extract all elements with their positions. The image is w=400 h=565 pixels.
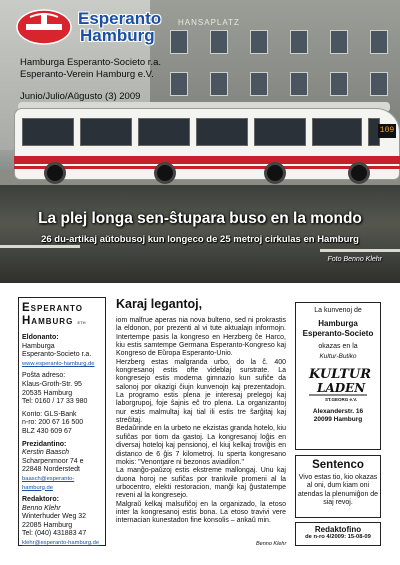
venue-street: Alexanderstr. 16 [312,408,364,415]
president-label: Prezidantino: [22,440,67,448]
bank-label: Konto: GLS-Bank [22,410,77,418]
meetings-where: okazas en la [318,343,358,350]
bus-window [254,118,306,146]
meetings-organization [296,319,380,339]
bus-window [22,118,74,146]
postal-address-label: Poŝta adreso: [22,372,66,380]
deadline-box [295,522,381,546]
org-name-eo: Hamburga Esperanto-Societo r.a. [20,57,161,68]
masthead-title-suffix: eth [77,320,86,326]
window [250,72,268,96]
cover-headline: La plej longa sen-ŝtupara buso en la mondo [38,210,362,227]
window [330,30,348,54]
window [370,30,388,54]
window [290,30,308,54]
president-email-link[interactable]: baasch@esperanto-hamburg.de [22,475,75,491]
esperanto-hamburg-logo [16,9,72,45]
venue-address [296,408,380,424]
bank-account-number: n-ro: 200 67 16 500 [22,419,84,427]
postal-address-line: 20535 Hamburg [22,389,73,397]
article-author: Benno Klehr [256,541,287,547]
bus-wheel [348,162,370,184]
article-paragraph: Herzberg estas malgranda urbo, do la ĉ. 400 kongresanoj estis ofte videblaj surstrate. La kongresejo estis moderna gimnazio kun sufiĉe da salonoj por okazigi ĉiujn kunvenojn kaj prezentadojn. La programo estis plena je interesaj prelegoj kaj laborgrupoj, foje ŝajnis eĉ tro plena. La organizantoj nur estis malmultaj kaj tial ili estis tre ŝarĝitaj kaj streĉitaj. [116,358,286,425]
window [170,72,188,96]
org-name-de: Esperanto-Verein Hamburg e.V. [20,69,154,80]
bus-window [196,118,248,146]
president-address-line: 22848 Norderstedt [22,466,80,474]
bus-wheel [44,162,66,184]
building-sign: HANSAPLATZ [178,18,240,27]
president-name: Kerstin Baasch [22,449,70,457]
photo-credit: Foto Benno Klehr [327,256,382,263]
bank-account-block [22,411,102,437]
masthead-title-line-2-wrap [22,315,102,330]
postal-address-block [22,372,102,406]
editor-address-line: 22085 Hamburg [22,521,73,529]
window [170,30,188,54]
bus-wheel [154,162,176,184]
postal-address-line: Klaus-Groth-Str. 95 [22,380,82,388]
window [370,72,388,96]
meetings-org-line: Esperanto-Societo [302,329,374,338]
president-block [22,441,102,493]
brand-line-1: Esperanto [78,9,162,28]
organization-names [20,57,161,81]
editor-name: Benno Klehr [22,504,61,512]
brand-line-2: Hamburg [80,26,155,45]
road-marking [320,249,400,252]
publisher-line: Esperanto-Societo r.a. [22,351,92,359]
article-paragraph: iom malfrue aperas nia nova bulteno, sed ni prokrastis la eldonon, por prezenti al vi tute aktualajn informojn. Intertempe pasis la kongreso en Herzberg ĉe Harco, kiu estis samtempe Germana Esperanto-Kongreso kaj Kongreso de Eŭropa Esperanto-Unio. [116,317,286,358]
window [210,30,228,54]
window [330,72,348,96]
venue-city: 20099 Hamburg [313,416,363,423]
president-address-line: Scharpenmoor 74 e [22,457,84,465]
editor-address-line: Winterhuder Weg 32 [22,513,87,521]
bus-route-display: 109 [378,124,396,138]
bus-wheel [264,162,286,184]
quote-title: Sentenco [312,459,364,471]
brand-title [78,10,161,44]
article-paragraph: La manĝo-paŭzoj estis ekstreme mallongaj. Unu kaj duona horoj ne sufiĉas por trankvile promeni al la urbocentro, elekti restoracion, manĝi kaj ĝustatempe reveni al la kongresejo. [116,467,286,500]
editor-email-link[interactable]: klehr@esperanto-hamburg.de [22,540,100,547]
deadline-title: Redaktofino [314,525,362,534]
editor-phone: Tel: (040) 431883 47 [22,530,87,538]
quote-box [295,455,381,518]
window [210,72,228,96]
article-paragraph: Malgraŭ kelkaj malsufiĉoj en la organizado, la etoso inter la kongresanoj estis bona. La etoso travivi vere internacian kunestadon fine konsolis – ankaŭ min. [116,500,286,525]
window [250,30,268,54]
deadline-date: de n-ro 4/2009: 15-08-09 [305,534,371,540]
bus-stripe [14,156,400,164]
quote-text: Vivo estas tio, kio okazas al oni, dum kiam oni atendas la plenumiĝon de siaj revoj. [297,474,379,507]
meetings-org-line: Hamburga [318,319,358,328]
publisher-block [22,334,102,368]
website-link[interactable]: www.esperanto-hamburg.de [22,360,95,367]
window [290,72,308,96]
bus-window [312,118,362,146]
masthead-title-line-1: Esperanto [22,302,83,314]
issue-date: Junio/Julio/Aŭgusto (3) 2009 [20,91,141,102]
publisher-label: Eldonanto: [22,334,59,341]
postal-phone: Tel: 0160 / 17 33 980 [22,398,88,406]
editor-label: Redaktoro: [22,496,59,504]
masthead-title-line-2: Hamburg [22,315,74,327]
masthead-box [18,297,106,546]
logo-word-3: ST.GEORG e.V. [325,397,358,402]
meetings-box [295,302,381,450]
bank-code: BLZ 430 609 67 [22,427,72,435]
editor-block [22,496,102,548]
article-body [116,317,286,526]
logo-word-1: KULTUR [309,367,371,382]
logo-word-2: LADEN [317,381,366,395]
meetings-intro: La kunvenoj de [314,307,362,314]
bus-stripe [14,166,400,169]
article-title: Karaj legantoj, [116,297,203,311]
bus-window [80,118,132,146]
kulturladen-logo [305,363,371,403]
meetings-venue: Kultur-Butiko [319,353,357,360]
cover-subhead: 26 du-artikaj aŭtobusoj kun longeco de 25 metroj cirkulas en Hamburg [41,234,359,245]
bus-window [138,118,190,146]
articulated-bus [14,102,400,194]
masthead-title [22,302,102,330]
article-paragraph: Bedaŭrinde en la urbeto ne ekzistas granda hotelo, kiu sufiĉas por tiom da gastoj. La kongresanoj loĝis en diversaj hoteloj kaj pensionoj, el kiuj kelkaj troviĝis en distanco de 6 ĝis 7 kilometroj. Iu sperta kongresano mokis: "Venontjare ni bezonos aviadilon." [116,425,286,466]
road-marking [0,245,80,248]
publisher-line: Hamburga [22,342,55,350]
